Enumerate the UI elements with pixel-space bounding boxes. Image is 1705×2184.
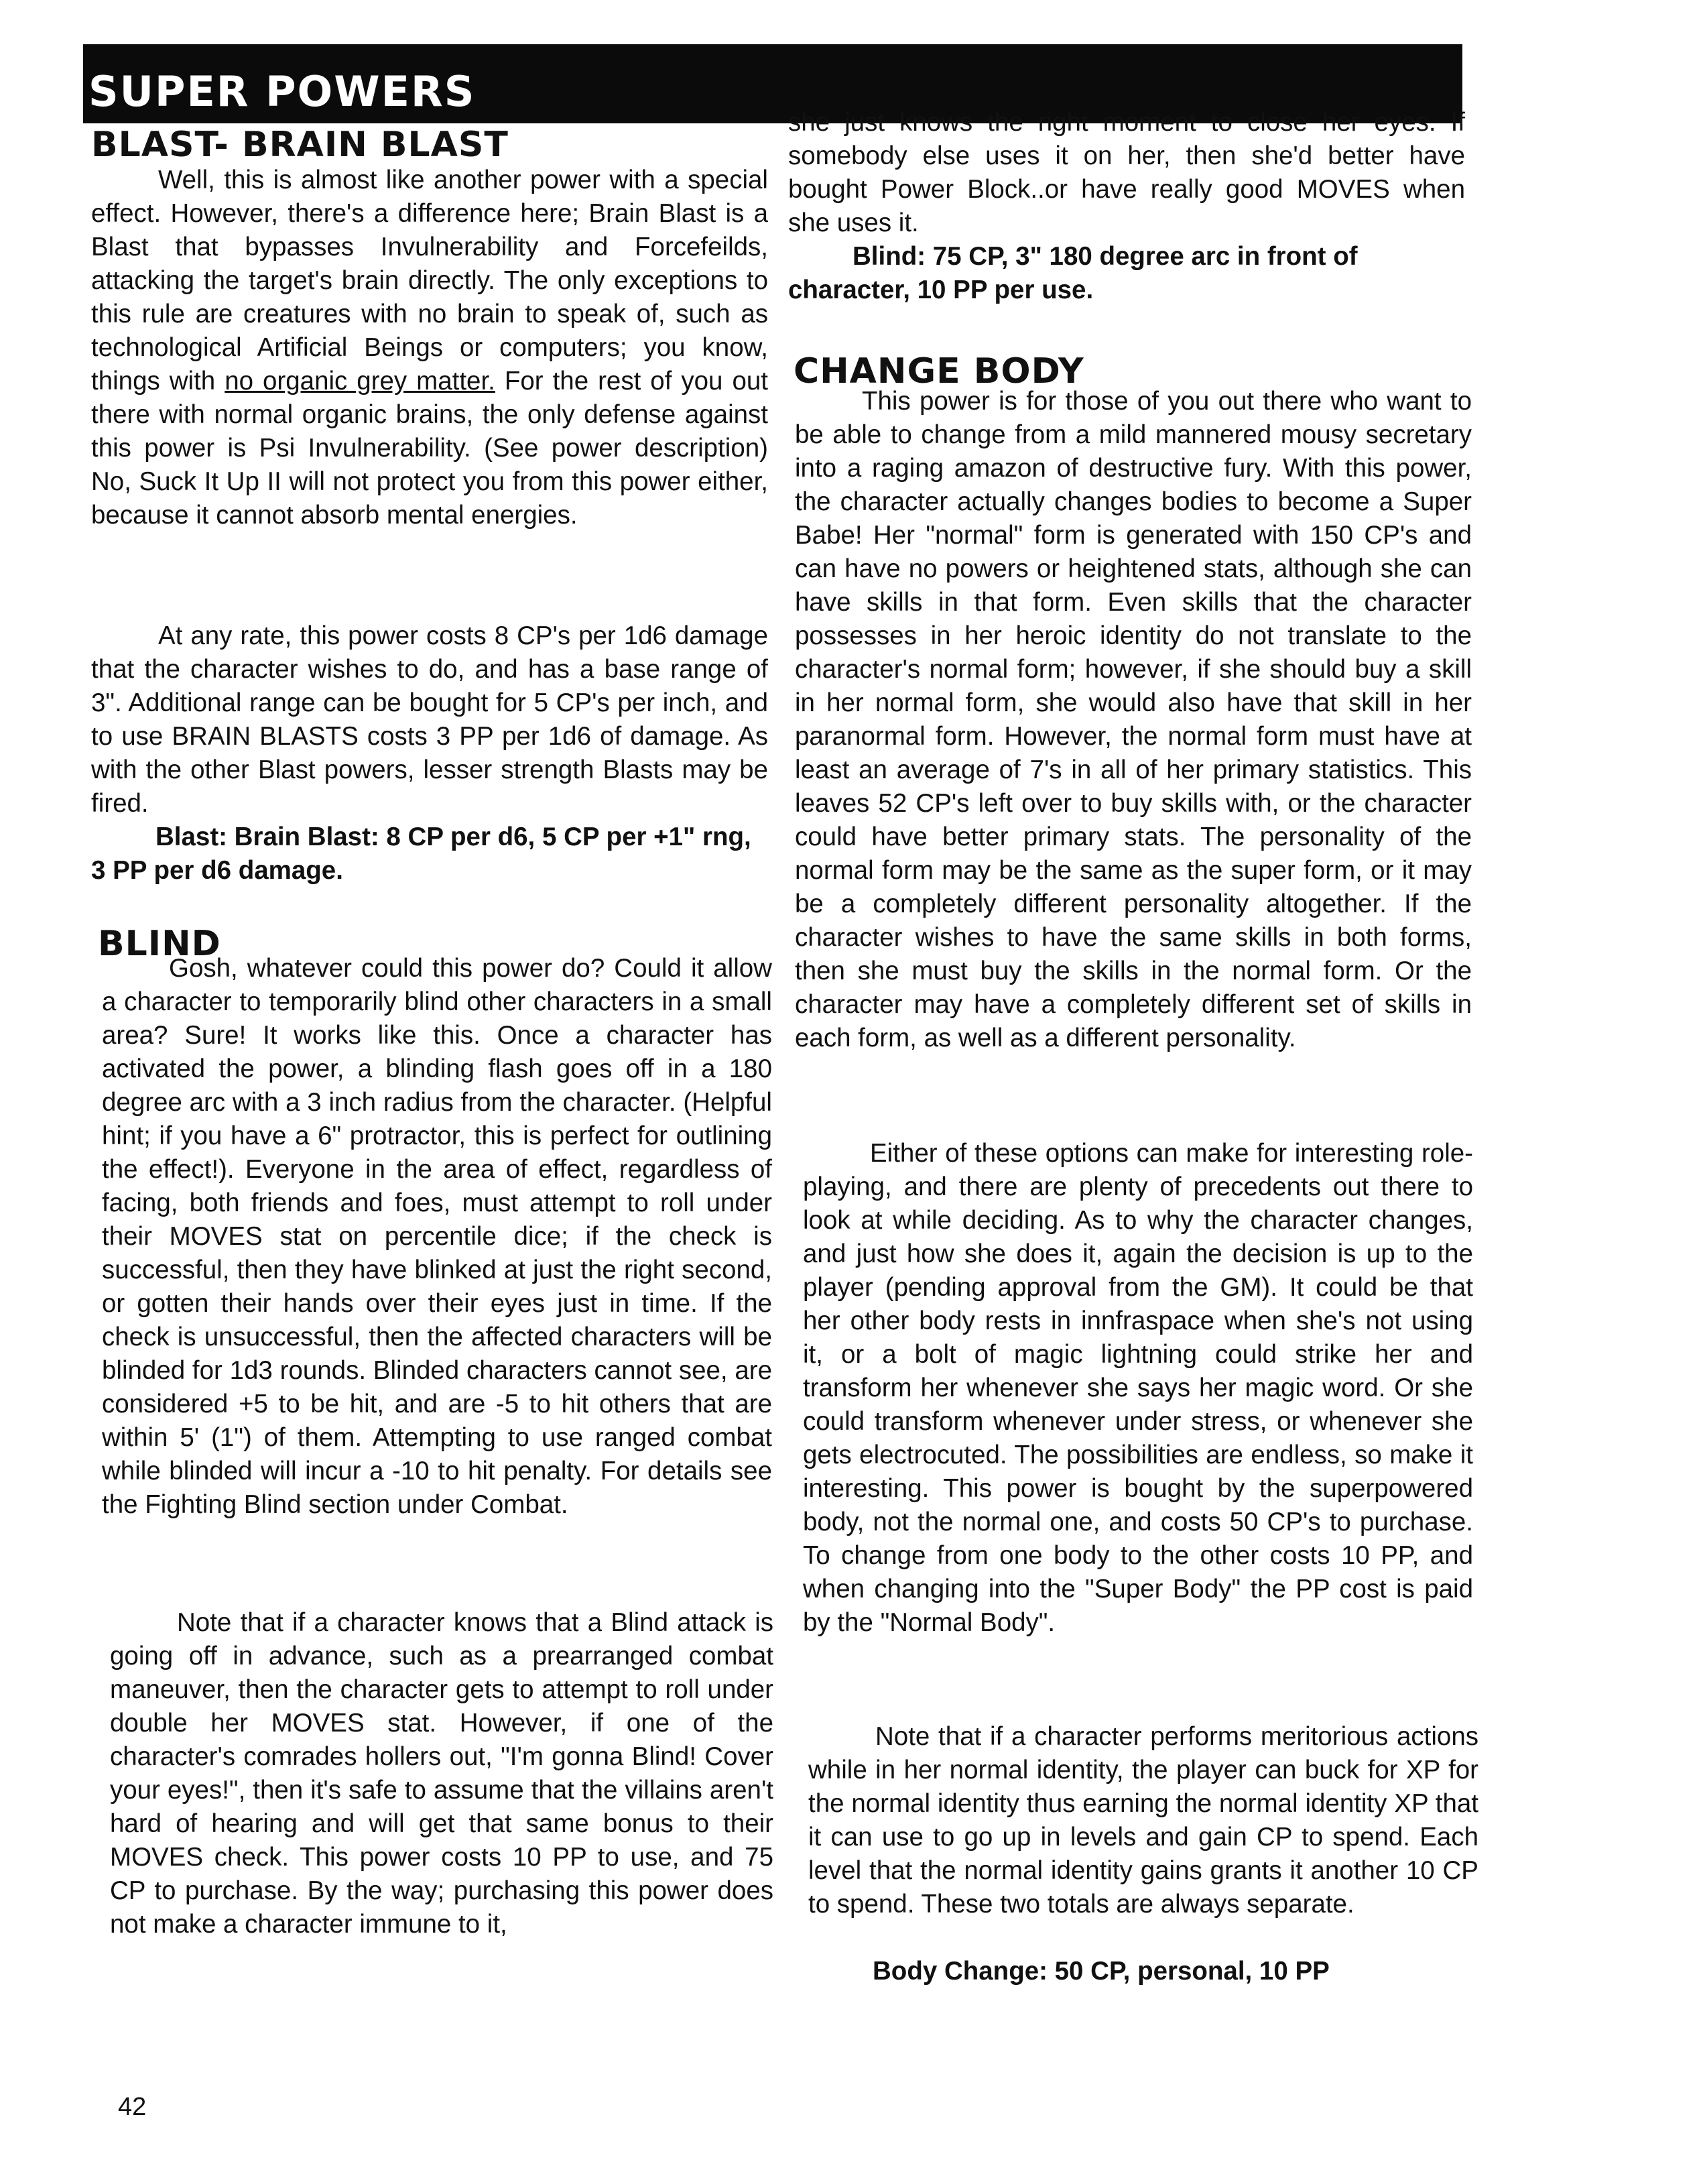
brain-blast-stat-line: Blast: Brain Blast: 8 CP per d6, 5 CP per +1" rng, 3 PP per d6 damage.: [91, 823, 751, 885]
blind-paragraph-2: Note that if a character knows that a Blind attack is going off in advance, such as a prearranged combat maneuver, then the character gets to attempt to roll under double her MOVES stat. However, if one of the character's comrades hollers out, "I'm gonna Blind! Cover your eyes!", then it's safe to assume that the villains aren't hard of hearing and will get that same bonus to their MOVES check. This power costs 10 PP to use, and 75 CP to purchase. By the way; purchasing this power does not make a character immune to it,: [110, 1608, 773, 1939]
blind-paragraph-2-continued: she just knows the right moment to close her eyes. If somebody else uses it on her, then she'd better have bought Power Block..or have really good MOVES when she uses it.: [788, 108, 1465, 237]
blind-paragraph-1: Gosh, whatever could this power do? Could it allow a character to temporarily blind other characters in a small area? Sure! It works like this. Once a character has activated the power, a blinding flash goes off in a 180 degree arc with a 3 inch radius from the character. (Helpful hint; if you have a 6" protractor, this is perfect for outlining the effect!). Everyone in the area of effect, regardless of facing, both friends and foes, must attempt to roll under their MOVES stat on percentile dice; if the check is successful, then they have blinked at just the right second, or gotten their hands over their eyes just in time. If the check is unsuccessful, then the affected characters will be blinded for 1d3 rounds. Blinded characters cannot see, are considered +5 to be hit, and are -5 to hit others that are within 5' (1") of them. Attempting to use ranged combat while blinded will incur a -10 to hit penalty. For details see the Fighting Blind section under Combat.: [102, 954, 772, 1519]
brain-blast-p1-start: Well, this is almost like another power with a special effect. However, there's a difference here; Brain Blast is a Blast that bypasses Invulnerability and Forcefeilds, attacking the target's brain directly. The only exceptions to this rule are creatures with no brain to speak of, such as technological Artificial Beings or computers; you know, things with: [91, 166, 768, 396]
change-body-paragraph-2: Either of these options can make for interesting role-playing, and there are plenty of precedents out there to look at while deciding. As to why the character changes, and just how she does it, again the decision is up to the player (pending approval from the GM). It could be that her other body rests in innfraspace when she's not using it, or a bolt of magic lightning could strike her and transform her whenever she says her magic word. Or she could transform whenever under stress, or whenever she gets electrocuted. The possibilities are endless, so make it interesting. This power is bought by the superpowered body, not the normal one, and costs 50 CP's to purchase. To change from one body to the other costs 10 PP, and when changing into the "Super Body" the PP cost is paid by the "Normal Body".: [803, 1139, 1473, 1637]
change-body-stat-line: Body Change: 50 CP, personal, 10 PP: [873, 1957, 1330, 1986]
brain-blast-paragraph-2: At any rate, this power costs 8 CP's per 1d6 damage that the character wishes to do, and has a base range of 3". Additional range can be bought for 5 CP's per inch, and to use BRAIN BLASTS costs 3 PP per 1d6 of damage. As with the other Blast powers, lesser strength Blasts may be fired.: [91, 621, 768, 818]
change-body-paragraph-1: This power is for those of you out there who want to be able to change from a mild mannered mousy secretary into a raging amazon of destructive fury. With this power, the character actually changes bodies to become a Super Babe! Her "normal" form is generated with 150 CP's and can have no powers or heightened stats, although she can have skills in that form. Even skills that the character possesses in her heroic identity do not translate to the character's normal form; however, if she should buy a skill in her normal form, she would also have that skill in her paranormal form. However, the normal form must have at least an average of 7's in all of her primary statistics. This leaves 52 CP's left over to buy skills with, or the character could have better primary stats. The personality of the normal form may be the same as the super form, or it may be a completely different personality altogether. If the character wishes to have the same skills in both forms, then she must buy the skills in the normal form. Or the character may have a completely different set of skills in each form, as well as a different personality.: [795, 387, 1472, 1052]
section-banner-title: SUPER POWERS: [88, 67, 476, 116]
brain-blast-p1-end: For the rest of you out there with normal organic brains, the only defense against this power is Psi Invulnerability. (See power description) No, Suck It Up II will not protect you from this power either, because it cannot absorb mental energies.: [91, 367, 768, 530]
brain-blast-p1-underlined: no organic grey matter.: [225, 367, 495, 396]
brain-blast-heading: BLAST- BRAIN BLAST: [91, 125, 509, 165]
brain-blast-paragraph-1: [91, 164, 768, 532]
page-number: 42: [118, 2093, 147, 2121]
blind-stat-line: Blind: 75 CP, 3" 180 degree arc in front of character, 10 PP per use.: [788, 242, 1358, 304]
blind-heading: BLIND: [98, 924, 221, 964]
change-body-paragraph-3: Note that if a character performs meritorious actions while in her normal identity, the player can buck for XP for the normal identity thus earning the normal identity XP that it can use to go up in levels and gain CP to spend. Each level that the normal identity gains grants it another 10 CP to spend. These two totals are always separate.: [808, 1722, 1478, 1919]
change-body-heading: CHANGE BODY: [794, 351, 1084, 391]
